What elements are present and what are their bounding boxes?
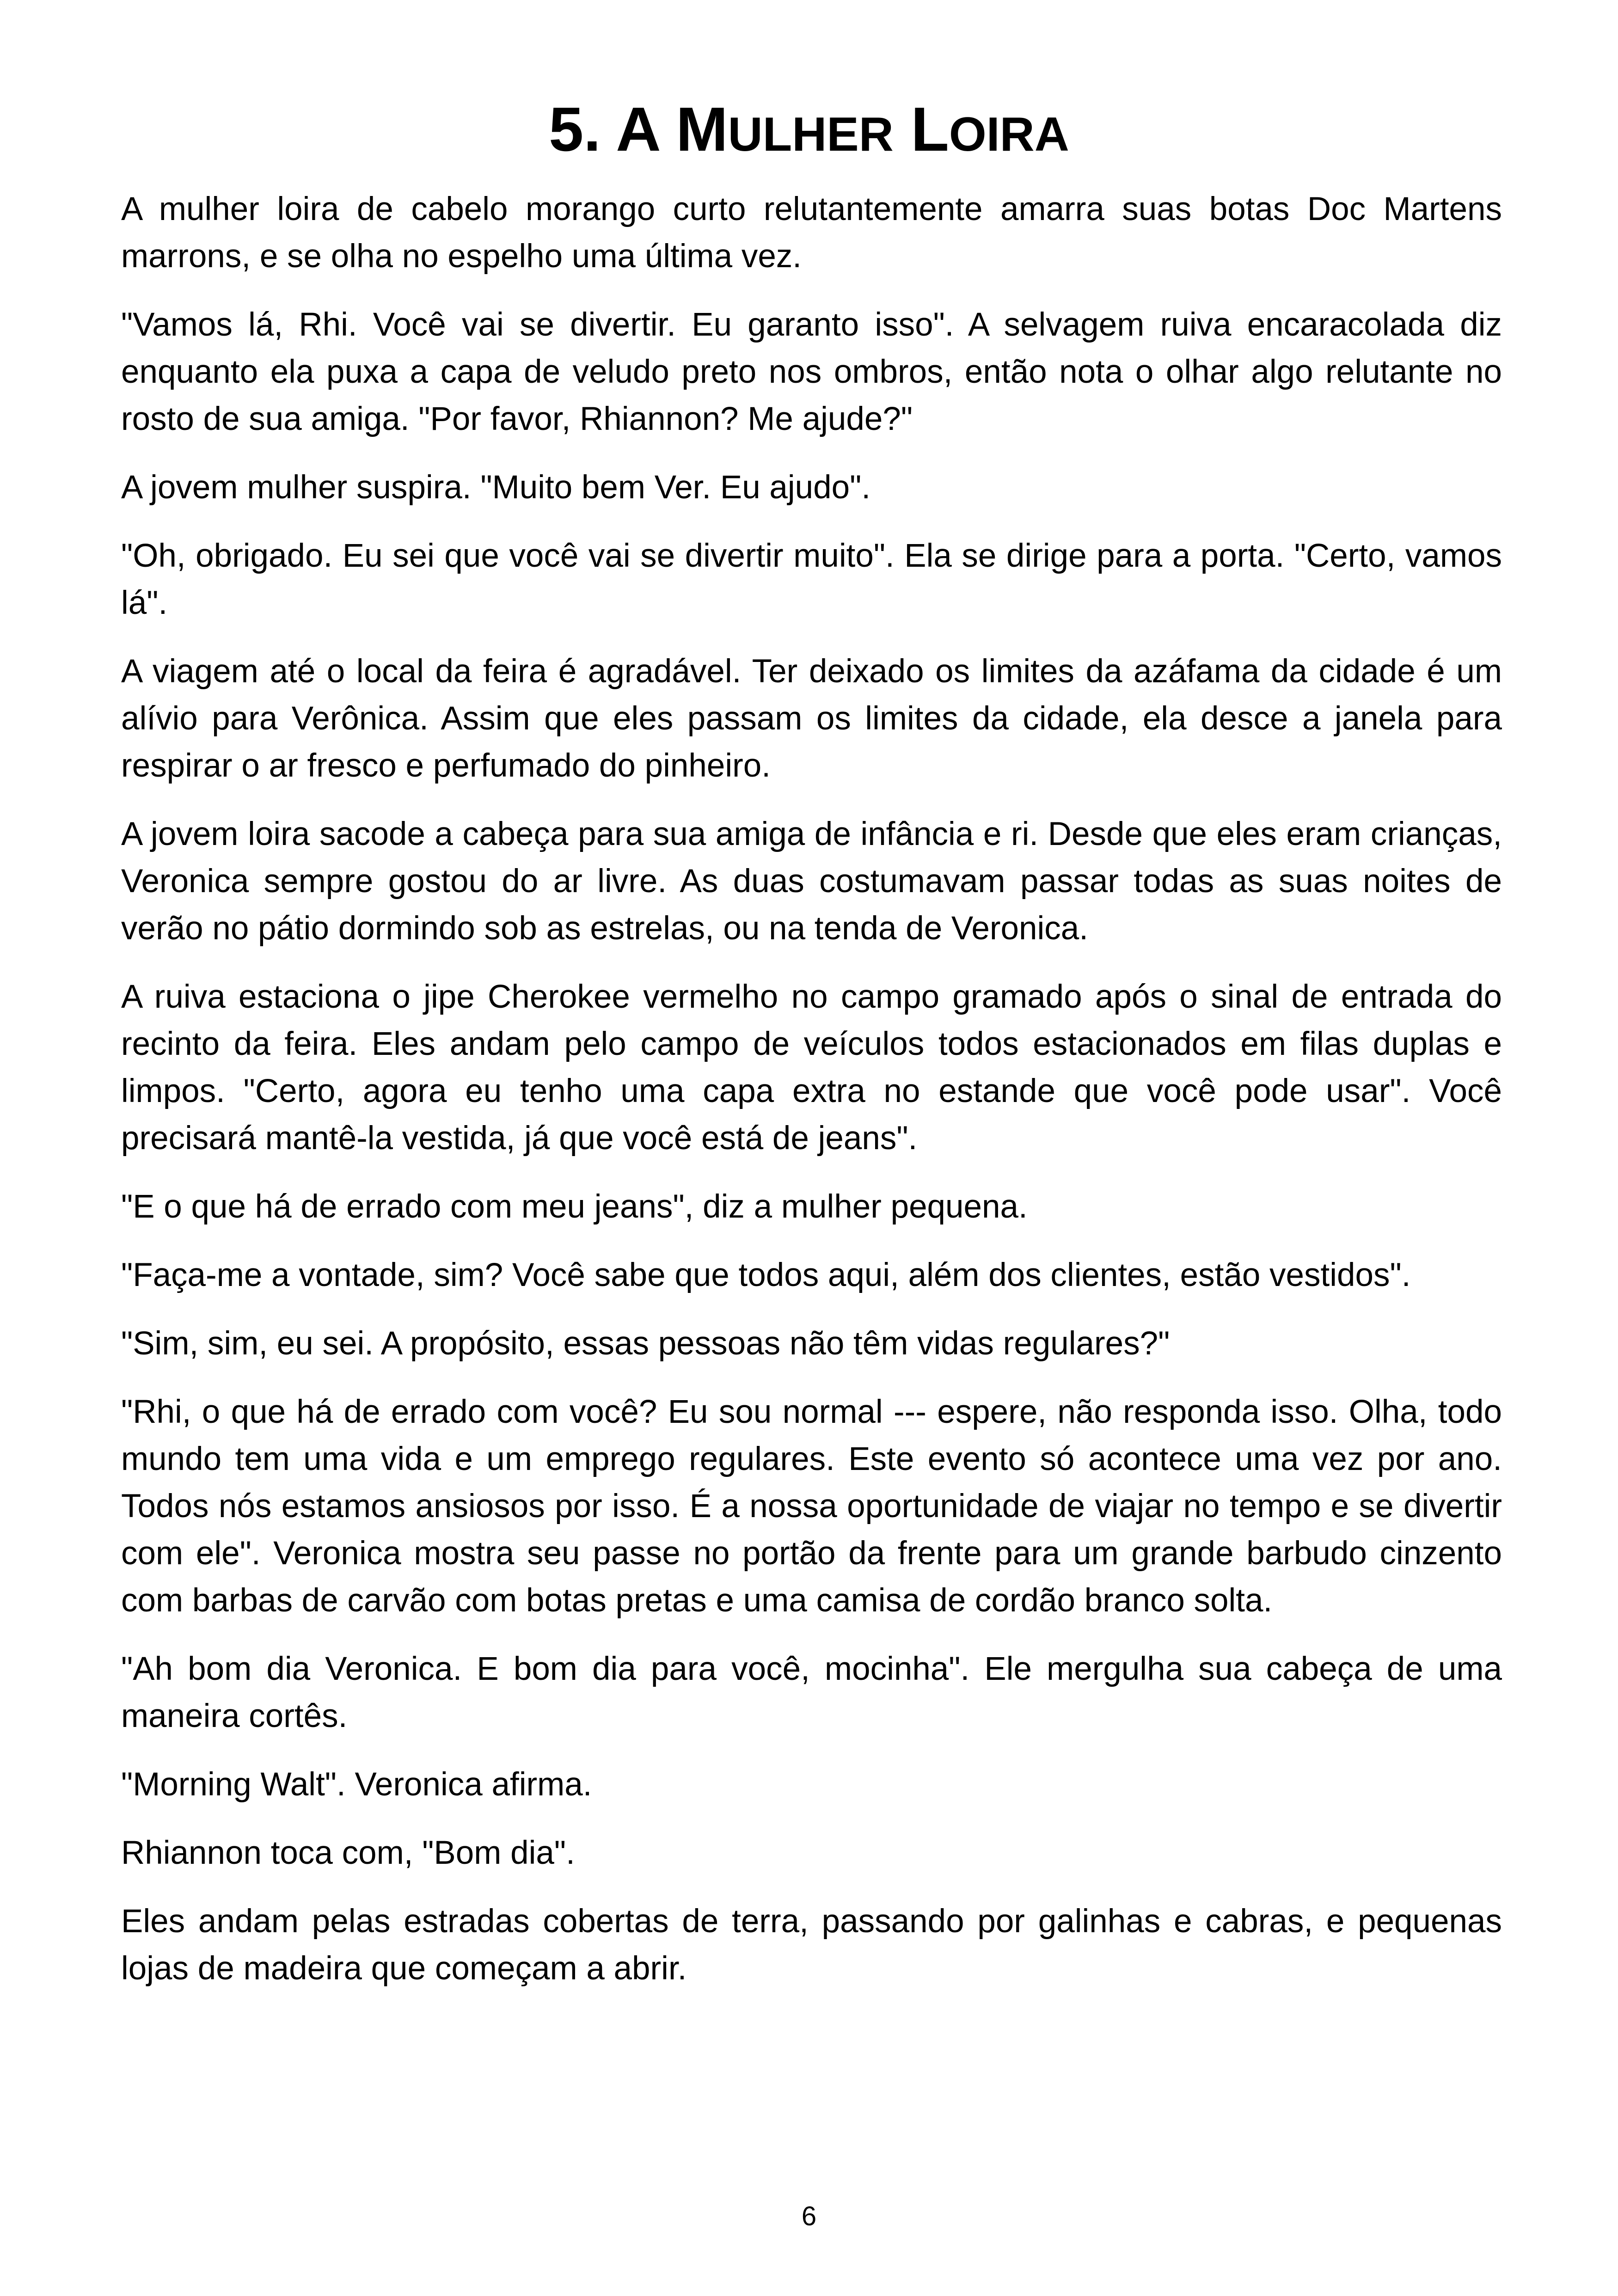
chapter-title	[0, 95, 1618, 169]
paragraph: A jovem mulher suspira. "Muito bem Ver. Eu ajudo".	[121, 469, 871, 506]
paragraph: "Vamos lá, Rhi. Você vai se divertir. Eu garanto isso". A selvagem ruiva encaracolada diz enquanto ela puxa a capa de veludo preto nos ombros, então nota o olhar algo relutante no rosto de sua amiga. "Por favor, Rhiannon? Me ajude?"	[121, 306, 1502, 437]
paragraph: A viagem até o local da feira é agradável. Ter deixado os limites da azáfama da cidade é um alívio para Verônica. Assim que eles passam os limites da cidade, ela desce a janela para respirar o ar fresco e perfumado do pinheiro.	[121, 653, 1502, 784]
paragraph: Eles andam pelas estradas cobertas de terra, passando por galinhas e cabras, e pequenas lojas de madeira que começam a abrir.	[121, 1903, 1502, 1987]
paragraph: "Faça-me a vontade, sim? Você sabe que todos aqui, além dos clientes, estão vestidos".	[121, 1257, 1411, 1293]
chapter-body	[121, 186, 1502, 2014]
paragraph: "Rhi, o que há de errado com você? Eu sou normal --- espere, não responda isso. Olha, todo mundo tem uma vida e um emprego regulares. Este evento só acontece uma vez por ano. Todos nós estamos ansiosos por isso. É a nossa oportunidade de viajar no tempo e se divertir com ele". Veronica mostra seu passe no portão da frente para um grande barbudo cinzento com barbas de carvão com botas pretas e uma camisa de cordão branco solta.	[121, 1394, 1502, 1619]
paragraph: "Oh, obrigado. Eu sei que você vai se divertir muito". Ela se dirige para a porta. "Certo, vamos lá".	[121, 538, 1502, 621]
paragraph: A ruiva estaciona o jipe Cherokee vermelho no campo gramado após o sinal de entrada do recinto da feira. Eles andam pelo campo de veículos todos estacionados em filas duplas e limpos. "Certo, agora eu tenho uma capa extra no estande que você pode usar". Você precisará mantê-la vestida, já que você está de jeans".	[121, 979, 1502, 1157]
paragraph: A mulher loira de cabelo morango curto relutantemente amarra suas botas Doc Martens marrons, e se olha no espelho uma última vez.	[121, 191, 1502, 275]
chapter-title-part: OIRA	[949, 108, 1069, 161]
paragraph: A jovem loira sacode a cabeça para sua amiga de infância e ri. Desde que eles eram crianças, Veronica sempre gostou do ar livre. As duas costumavam passar todas as suas noites de verão no pátio dormindo sob as estrelas, ou na tenda de Veronica.	[121, 816, 1502, 947]
paragraph: "Ah bom dia Veronica. E bom dia para você, mocinha". Ele mergulha sua cabeça de uma maneira cortês.	[121, 1651, 1502, 1734]
paragraph: Rhiannon toca com, "Bom dia".	[121, 1835, 575, 1871]
chapter-title-part: ULHER	[728, 108, 894, 161]
chapter-number: 5.	[549, 94, 601, 164]
chapter-title-part: A	[616, 94, 659, 164]
paragraph: "Morning Walt". Veronica afirma.	[121, 1766, 592, 1803]
paragraph: "E o que há de errado com meu jeans", diz a mulher pequena.	[121, 1188, 1028, 1225]
paragraph: "Sim, sim, eu sei. A propósito, essas pessoas não têm vidas regulares?"	[121, 1325, 1170, 1362]
page-number: 6	[801, 2201, 817, 2231]
chapter-title-part: M	[658, 94, 728, 164]
chapter-title-part: L	[893, 94, 949, 164]
